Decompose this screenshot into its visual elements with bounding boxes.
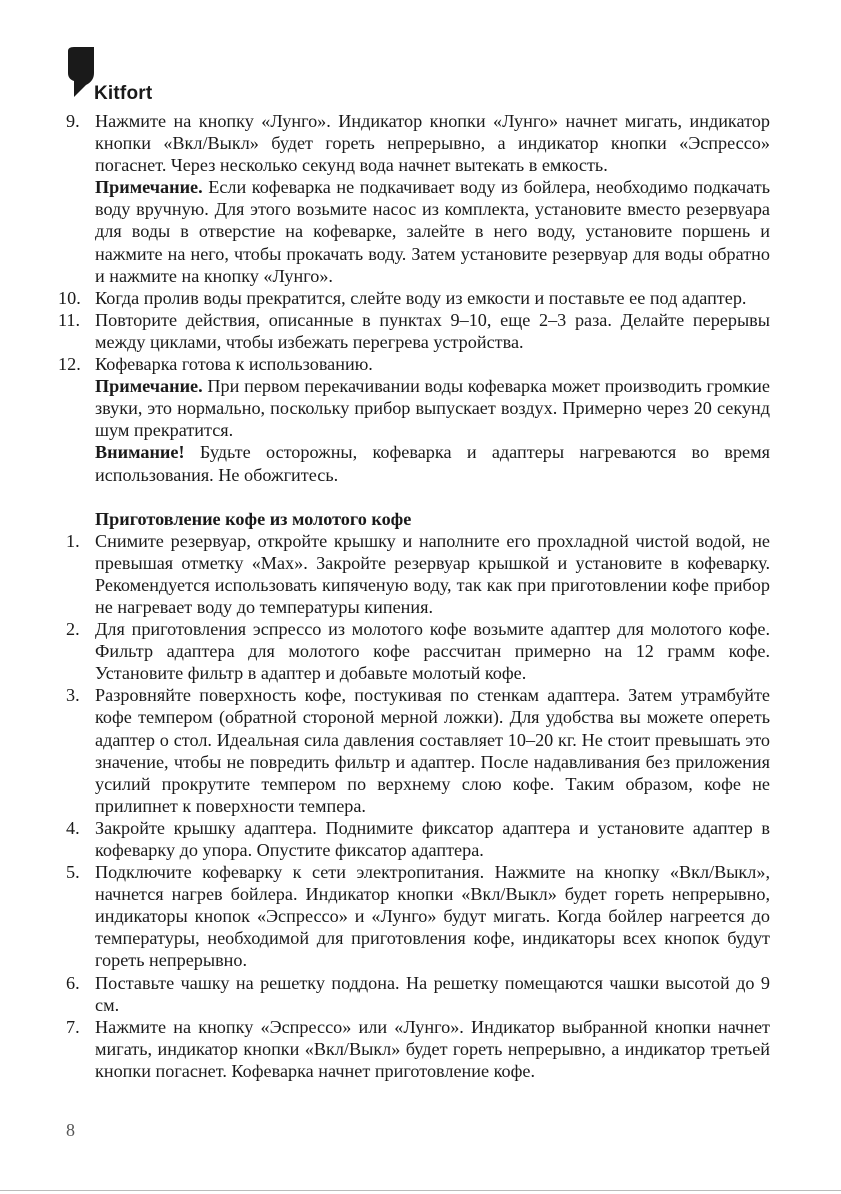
item-text: Повторите действия, описанные в пунктах 9–10, еще 2–3 раза. Делайте перерывы между циклами, чтобы избежать перегрева устройства.: [95, 309, 770, 352]
item-number: 9.: [66, 111, 80, 131]
list-item: [66, 110, 770, 287]
item-number: 12.: [58, 354, 81, 375]
item-text: Снимите резервуар, откройте крышку и наполните его прохладной чистой водой, не превышая отметку «Max». Закройте резервуар крышкой и установите в кофеварку. Рекомендуется использовать кипяченую воду, так как при приготовлении кофе прибор не нагревает воду до температуры кипения.: [95, 530, 770, 617]
item-number: 10.: [58, 287, 81, 308]
list-item: [66, 972, 770, 1016]
item-number: 3.: [66, 685, 80, 706]
section-title: Приготовление кофе из молотого кофе: [95, 508, 412, 529]
page-edge-divider: [0, 1190, 841, 1191]
list-item: [66, 817, 770, 861]
item-text: Поставьте чашку на решетку поддона. На решетку помещаются чашки высотой до 9 см.: [95, 972, 770, 1015]
item-text: Когда пролив воды прекратится, слейте воду из емкости и поставьте ее под адаптер.: [95, 287, 747, 308]
warning-text: Будьте осторожны, кофеварка и адаптеры нагреваются во время использования. Не обожгитесь.: [95, 442, 770, 485]
item-text: Подключите кофеварку к сети электропитания. Нажмите на кнопку «Вкл/Выкл», начнется нагрев бойлера. Индикатор кнопки «Вкл/Выкл» будет гореть непрерывно, индикаторы кнопок «Эспрессо» и «Лунго» будут мигать. Когда бойлер нагреется до температуры, необходимой для приготовления кофе, индикаторы всех кнопок будут гореть непрерывно.: [95, 862, 770, 971]
item-number: 2.: [66, 619, 80, 640]
list-item: [58, 287, 770, 309]
list-item: [66, 618, 770, 684]
kitfort-logo-icon: [66, 47, 96, 103]
item-text: Разровняйте поверхность кофе, постукивая по стенкам адаптера. Затем утрамбуйте кофе темпером (обратной стороной мерной ложки). Для удобства вы можете опереть адаптер о стол. Идеальная сила давления составляет 10–20 кг. Не стоит превышать это значение, чтобы не повредить фильтр и адаптер. После надавливания без приложения усилий прокрутите темпером по верхнему слою кофе. Таким образом, кофе не прилипнет к поверхности темпера.: [95, 685, 770, 816]
page-number: 8: [66, 1120, 75, 1140]
item-text: Нажмите на кнопку «Эспрессо» или «Лунго». Индикатор выбранной кнопки начнет мигать, индикатор кнопки «Вкл/Выкл» будет гореть непрерывно, а индикатор третьей кнопки погаснет. Кофеварка начнет приготовление кофе.: [95, 1016, 770, 1081]
note-label: Примечание.: [95, 376, 203, 397]
note: [95, 176, 770, 286]
list-item: [66, 684, 770, 817]
item-number: 5.: [66, 862, 80, 883]
list-item: [66, 530, 770, 618]
warning: [95, 441, 770, 485]
manual-text: [58, 110, 770, 1082]
brand-name: Kitfort: [94, 83, 153, 104]
item-number: 11.: [58, 309, 81, 330]
item-number: 4.: [66, 817, 80, 838]
list-item: [58, 309, 770, 353]
item-text: Закройте крышку адаптера. Поднимите фиксатор адаптера и установите адаптер в кофеварку до упора. Опустите фиксатор адаптера.: [95, 817, 770, 860]
item-number: 1.: [66, 530, 80, 551]
item-text: Для приготовления эспрессо из молотого кофе возьмите адаптер для молотого кофе. Фильтр адаптера для молотого кофе рассчитан примерно на 12 грамм кофе. Установите фильтр в адаптер и добавьте молотый кофе.: [95, 619, 770, 684]
item-text: Кофеварка готова к использованию.: [95, 354, 373, 375]
list-item: [66, 861, 770, 971]
note-label: Примечание.: [95, 177, 203, 198]
item-number: 7.: [66, 1016, 80, 1037]
item-number: 6.: [66, 972, 80, 993]
note-text: Если кофеварка не подкачивает воду из бойлера, необходимо подкачать воду вручную. Для этого возьмите насос из комплекта, установите вместо резервуара для воды в отверстие на кофеварке, залейте в него воду, установите поршень и нажмите на него, чтобы прокачать воду. Затем установите резервуар для воды обратно и нажмите на кнопку «Лунго».: [95, 177, 770, 286]
list-item: [58, 353, 770, 486]
item-text: Нажмите на кнопку «Лунго». Индикатор кнопки «Лунго» начнет мигать, индикатор кнопки «Вкл/Выкл» будет гореть непрерывно, а индикатор кнопки «Эспрессо» погаснет. Через несколько секунд вода начнет вытекать в емкость.: [95, 111, 770, 176]
brand-logo: [66, 47, 186, 107]
list-item: [66, 1016, 770, 1082]
note: [95, 375, 770, 441]
note-text: При первом перекачивании воды кофеварка может производить громкие звуки, это нормально, поскольку прибор выпускает воздух. Примерно через 20 секунд шум прекратится.: [95, 376, 770, 441]
warning-label: Внимание!: [95, 442, 185, 463]
